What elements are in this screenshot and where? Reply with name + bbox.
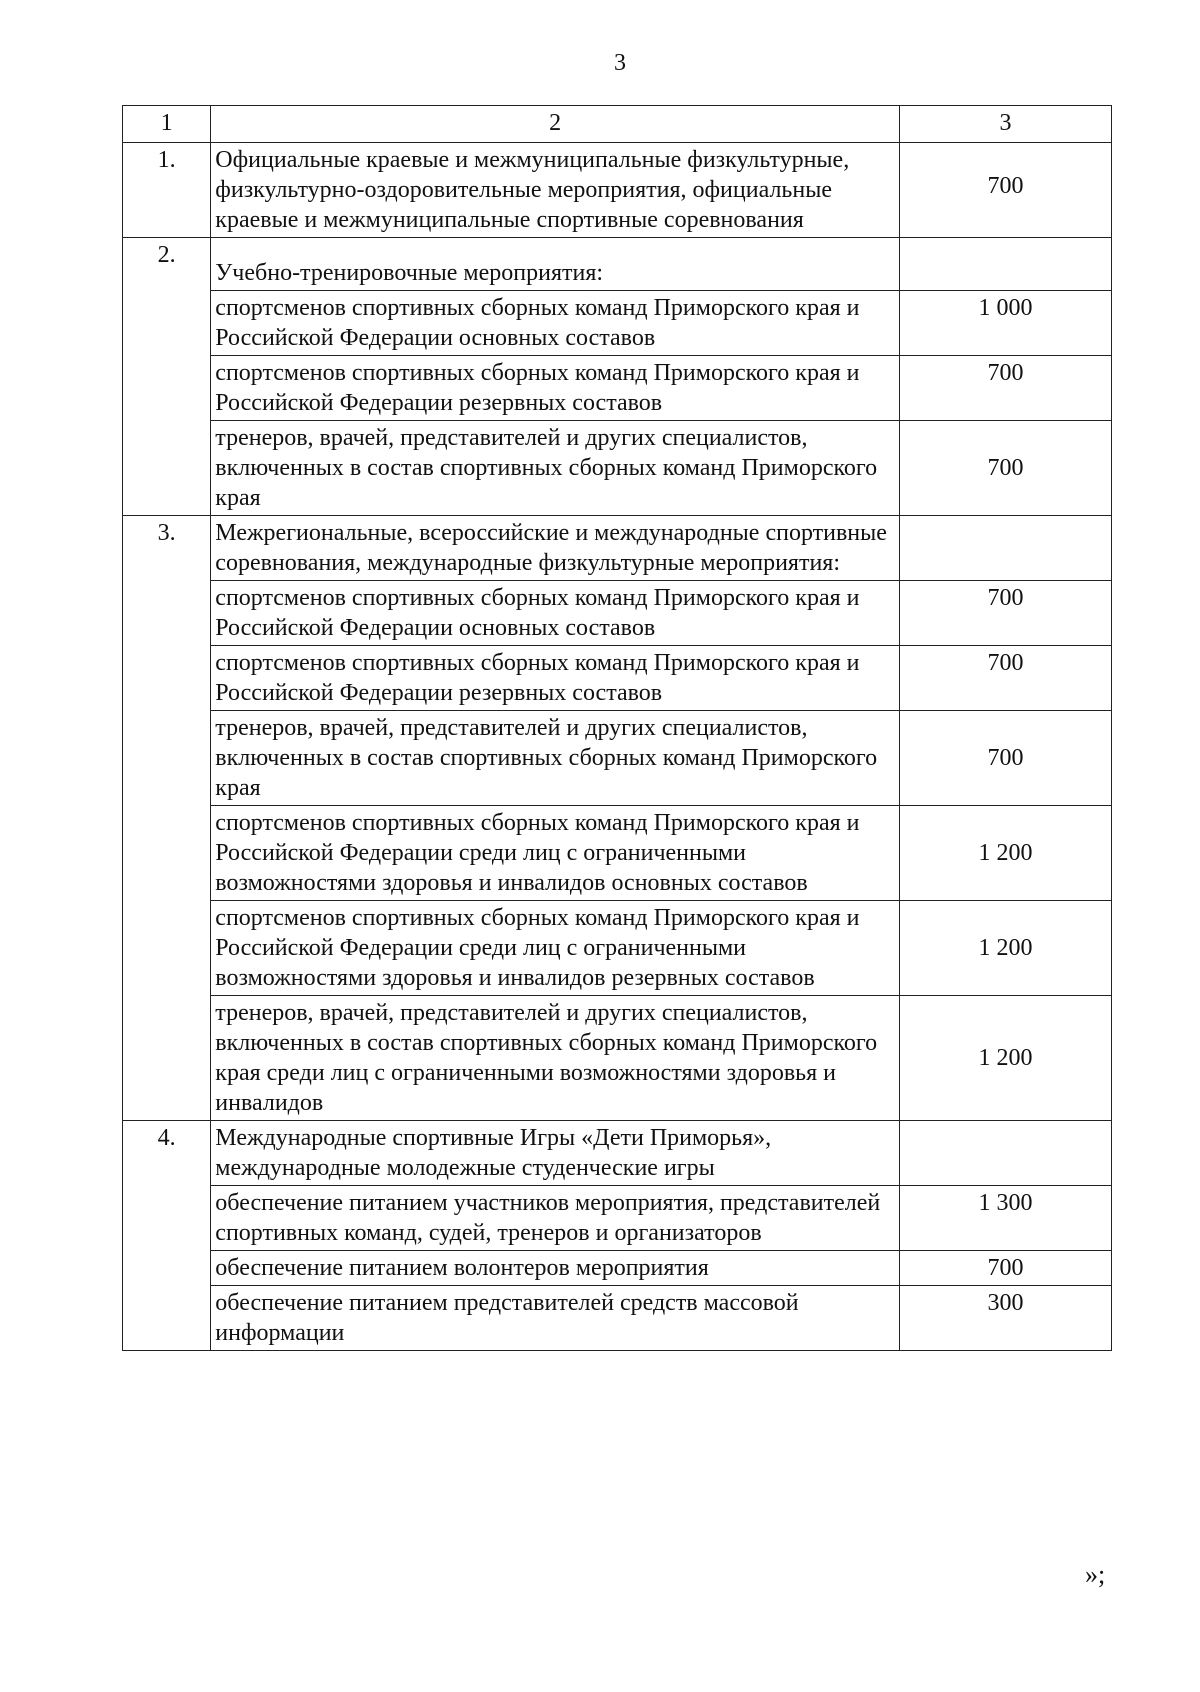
section-row: [123, 1121, 1112, 1186]
item-description: спортсменов спортивных сборных команд Приморского края и Российской Федерации резервных составов: [211, 356, 900, 421]
item-description: тренеров, врачей, представителей и других специалистов, включенных в состав спортивных сборных команд Приморского края: [211, 421, 900, 516]
table-header-row: [123, 106, 1112, 143]
item-description: спортсменов спортивных сборных команд Приморского края и Российской Федерации среди лиц с ограниченными возможностями здоровья и инвалидов резервных составов: [211, 901, 900, 996]
section-number: 3.: [123, 516, 211, 1121]
section-title-value: [899, 238, 1111, 291]
item-row: [123, 646, 1112, 711]
item-description: тренеров, врачей, представителей и других специалистов, включенных в состав спортивных сборных команд Приморского края: [211, 711, 900, 806]
section-title: Учебно-тренировочные мероприятия:: [211, 238, 900, 291]
item-row: [123, 996, 1112, 1121]
section-title: Официальные краевые и межмуниципальные физкультурные, физкультурно-оздоровительные мероприятия, официальные краевые и межмуниципальные спортивные соревнования: [211, 143, 900, 238]
header-col-3: 3: [899, 106, 1111, 143]
item-description: обеспечение питанием участников мероприятия, представителей спортивных команд, судей, тренеров и организаторов: [211, 1186, 900, 1251]
item-row: [123, 901, 1112, 996]
header-col-1: 1: [123, 106, 211, 143]
item-value: 300: [899, 1286, 1111, 1351]
section-title: Международные спортивные Игры «Дети Приморья», международные молодежные студенческие игры: [211, 1121, 900, 1186]
section-title: Межрегиональные, всероссийские и международные спортивные соревнования, международные физкультурные мероприятия:: [211, 516, 900, 581]
item-row: [123, 356, 1112, 421]
section-title-value: [899, 516, 1111, 581]
item-value: 1 000: [899, 291, 1111, 356]
item-description: обеспечение питанием представителей средств массовой информации: [211, 1286, 900, 1351]
item-value: 700: [899, 1251, 1111, 1286]
item-row: [123, 1286, 1112, 1351]
item-value: 700: [899, 646, 1111, 711]
item-description: обеспечение питанием волонтеров мероприятия: [211, 1251, 900, 1286]
item-description: тренеров, врачей, представителей и других специалистов, включенных в состав спортивных сборных команд Приморского края среди лиц с ограниченными возможностями здоровья и инвалидов: [211, 996, 900, 1121]
section-title-value: [899, 1121, 1111, 1186]
item-description: спортсменов спортивных сборных команд Приморского края и Российской Федерации резервных составов: [211, 646, 900, 711]
item-value: 700: [899, 421, 1111, 516]
item-row: [123, 421, 1112, 516]
item-row: [123, 581, 1112, 646]
section-title-value: 700: [899, 143, 1111, 238]
section-row: [123, 143, 1112, 238]
item-row: [123, 711, 1112, 806]
section-number: 1.: [123, 143, 211, 238]
item-value: 1 300: [899, 1186, 1111, 1251]
page-number: 3: [614, 50, 626, 76]
item-row: [123, 1186, 1112, 1251]
item-row: [123, 291, 1112, 356]
item-value: 1 200: [899, 901, 1111, 996]
item-value: 700: [899, 581, 1111, 646]
item-description: спортсменов спортивных сборных команд Приморского края и Российской Федерации основных составов: [211, 291, 900, 356]
item-value: 1 200: [899, 996, 1111, 1121]
item-value: 1 200: [899, 806, 1111, 901]
section-row: [123, 238, 1112, 291]
closing-quote-mark: »;: [1085, 1560, 1106, 1589]
item-value: 700: [899, 711, 1111, 806]
section-number: 2.: [123, 238, 211, 516]
item-row: [123, 806, 1112, 901]
section-number: 4.: [123, 1121, 211, 1351]
section-row: [123, 516, 1112, 581]
item-description: спортсменов спортивных сборных команд Приморского края и Российской Федерации основных составов: [211, 581, 900, 646]
header-col-2: 2: [211, 106, 900, 143]
item-description: спортсменов спортивных сборных команд Приморского края и Российской Федерации среди лиц с ограниченными возможностями здоровья и инвалидов основных составов: [211, 806, 900, 901]
item-value: 700: [899, 356, 1111, 421]
rates-table: [122, 105, 1112, 1351]
item-row: [123, 1251, 1112, 1286]
